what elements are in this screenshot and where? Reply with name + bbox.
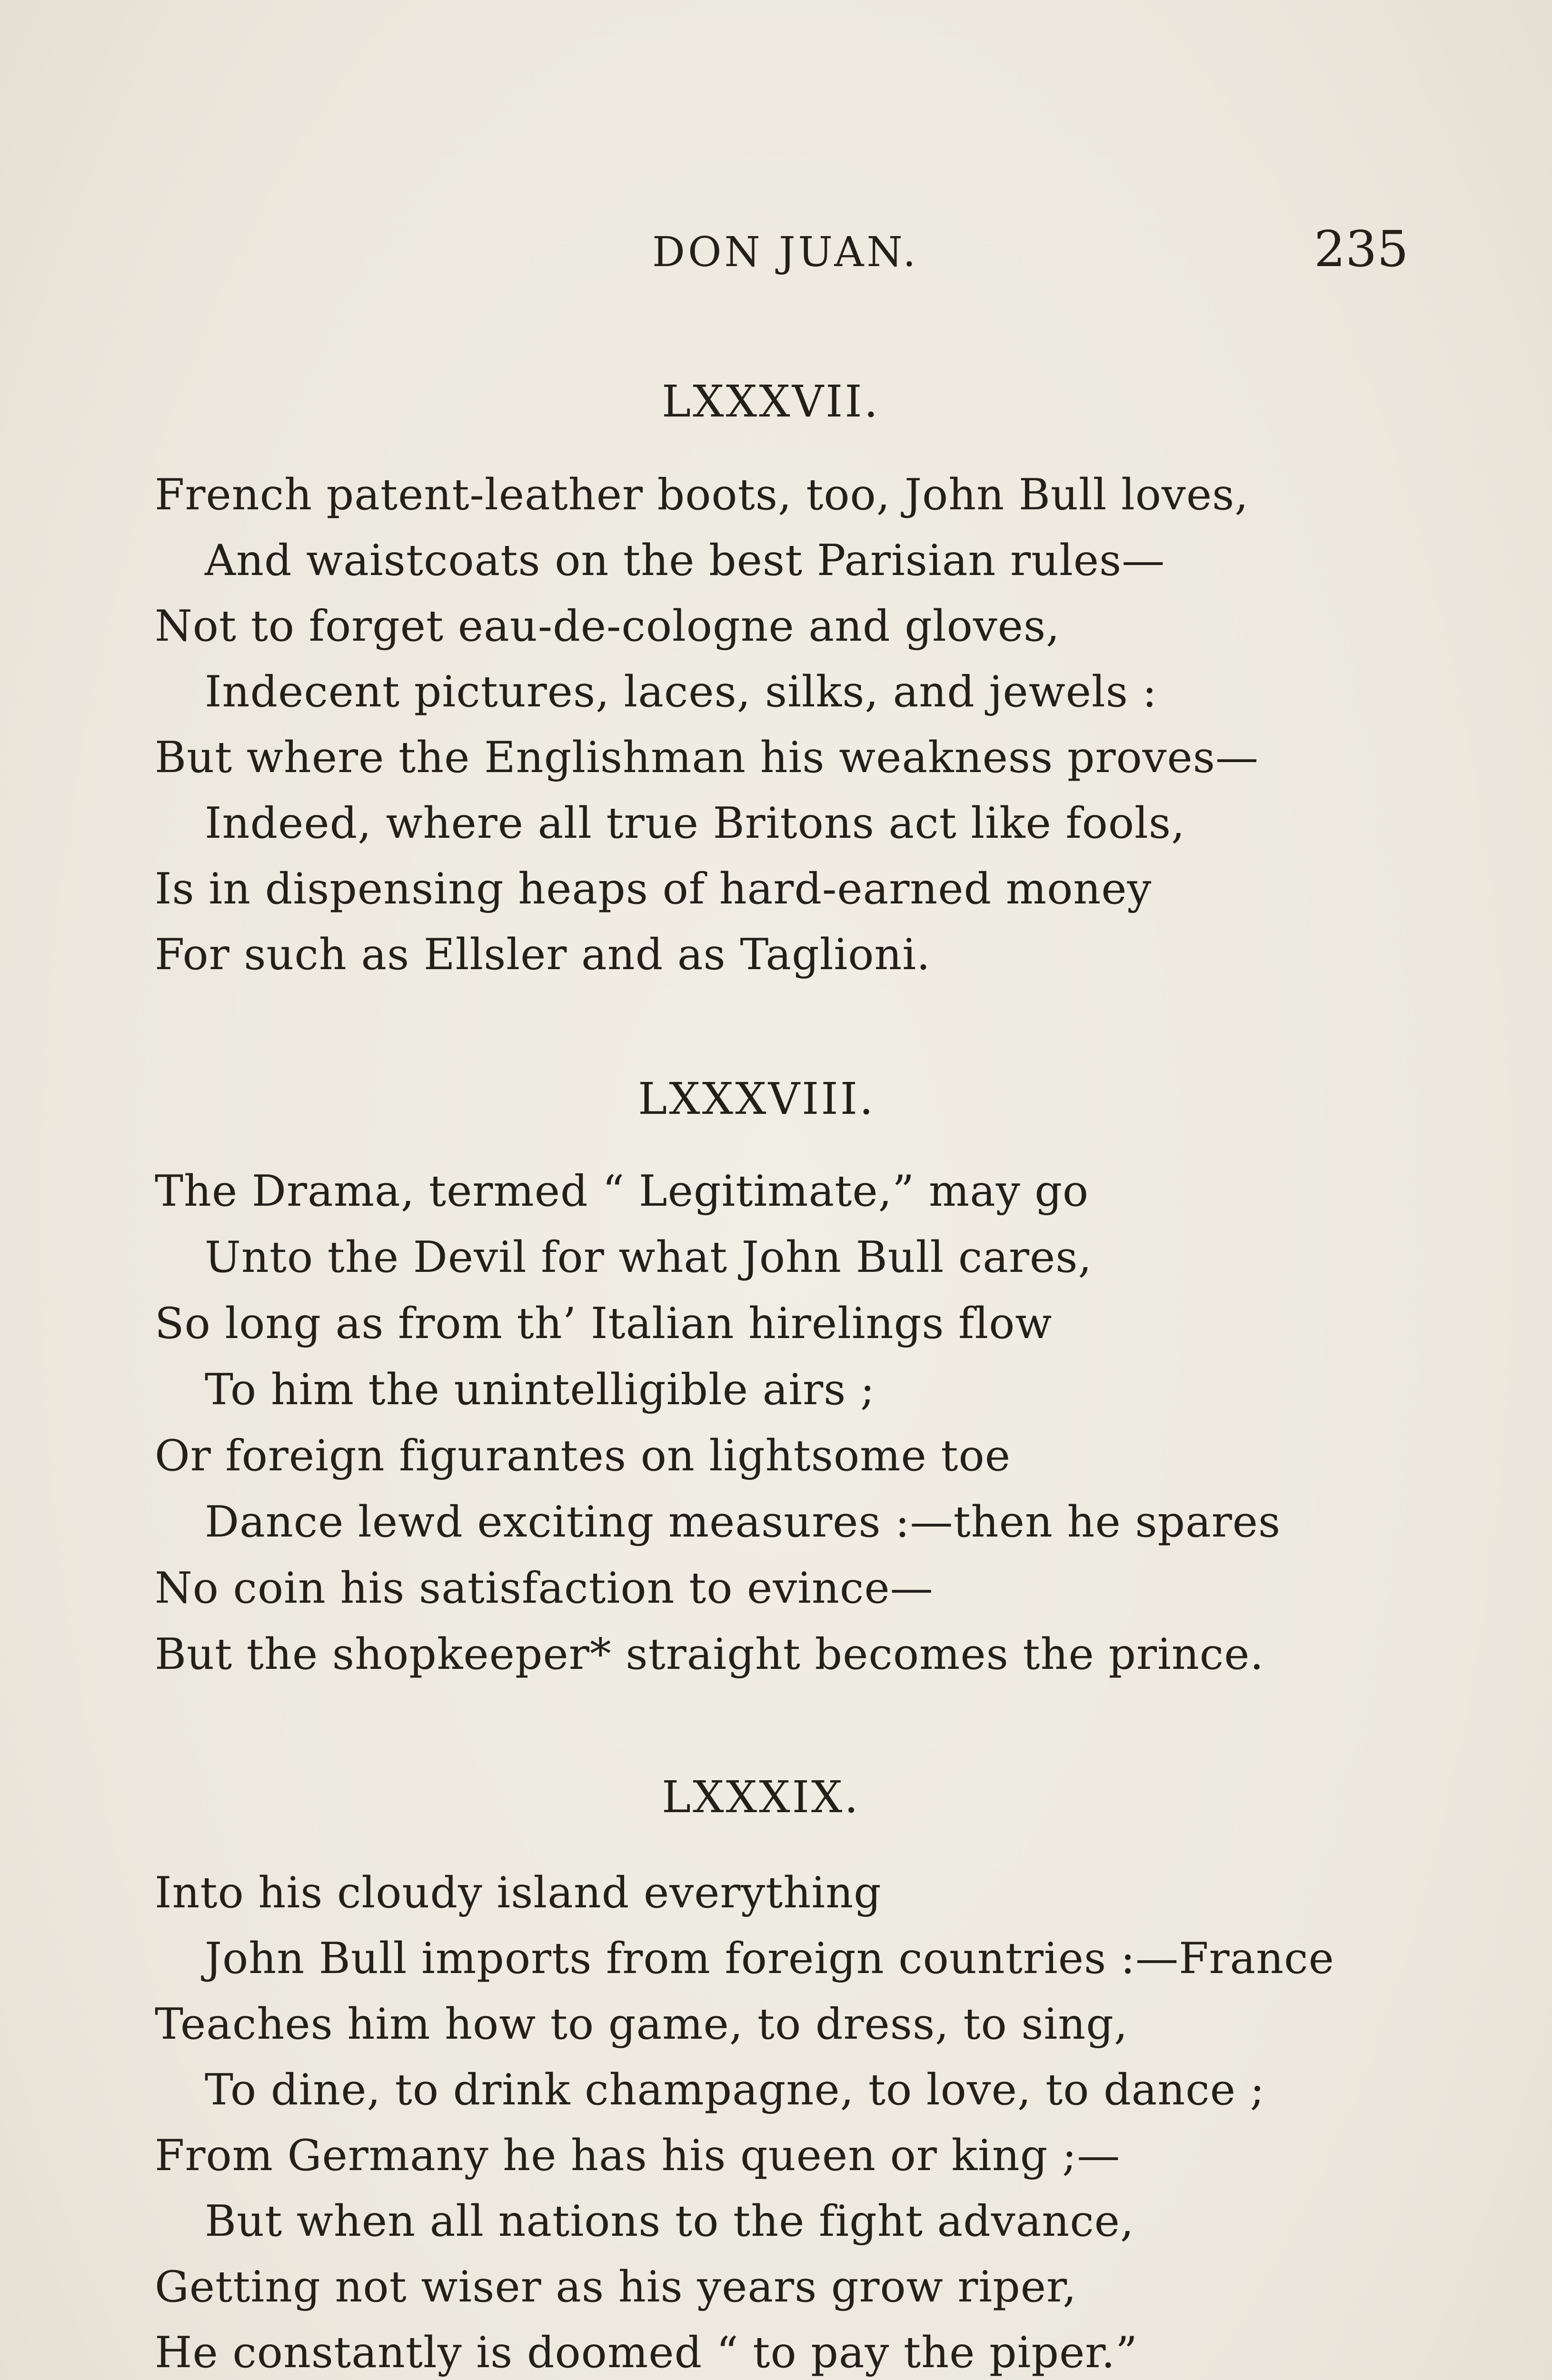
verse-line: From Germany he has his queen or king ;— <box>155 2131 1121 2181</box>
verse-line: To him the unintelligible airs ; <box>205 1365 875 1415</box>
stanza-heading: LXXXVIII. <box>638 1073 875 1124</box>
verse-line: Not to forget eau-de-cologne and gloves, <box>155 601 1060 651</box>
verse-line: Is in dispensing heaps of hard-earned money <box>155 864 1152 914</box>
page-number: 235 <box>1314 220 1409 278</box>
verse-line: But when all nations to the fight advance, <box>205 2196 1134 2246</box>
verse-line: Getting not wiser as his years grow riper, <box>155 2262 1077 2312</box>
verse-line: So long as from th’ Italian hirelings flow <box>155 1299 1053 1349</box>
verse-line: To dine, to drink champagne, to love, to dance ; <box>205 2065 1265 2115</box>
verse-line: Unto the Devil for what John Bull cares, <box>205 1232 1092 1282</box>
verse-line: Teaches him how to game, to dress, to sing, <box>155 1999 1128 2049</box>
verse-line: Or foreign figurantes on lightsome toe <box>155 1431 1011 1481</box>
verse-line: Dance lewd exciting measures :—then he spares <box>205 1497 1281 1547</box>
verse-line: Indecent pictures, laces, silks, and jewels : <box>205 667 1157 717</box>
verse-line: The Drama, termed “ Legitimate,” may go <box>155 1166 1089 1216</box>
stanza-heading: LXXXIX. <box>662 1772 860 1823</box>
verse-line: No coin his satisfaction to evince— <box>155 1563 934 1613</box>
running-header-title: DON JUAN. <box>652 228 919 276</box>
verse-line: He constantly is doomed “ to pay the piper.” <box>155 2328 1138 2378</box>
verse-line: French patent-leather boots, too, John Bull loves, <box>155 470 1249 520</box>
verse-line: Into his cloudy island everything <box>155 1868 882 1918</box>
verse-line: Indeed, where all true Britons act like fools, <box>205 798 1185 848</box>
verse-line: John Bull imports from foreign countries :—France <box>205 1934 1334 1983</box>
verse-line: And waistcoats on the best Parisian rules— <box>205 536 1165 585</box>
verse-line: But where the Englishman his weakness proves— <box>155 733 1259 783</box>
stanza-heading: LXXXVII. <box>662 376 880 427</box>
verse-line: But the shopkeeper* straight becomes the prince. <box>155 1629 1264 1679</box>
verse-line: For such as Ellsler and as Taglioni. <box>155 930 931 980</box>
